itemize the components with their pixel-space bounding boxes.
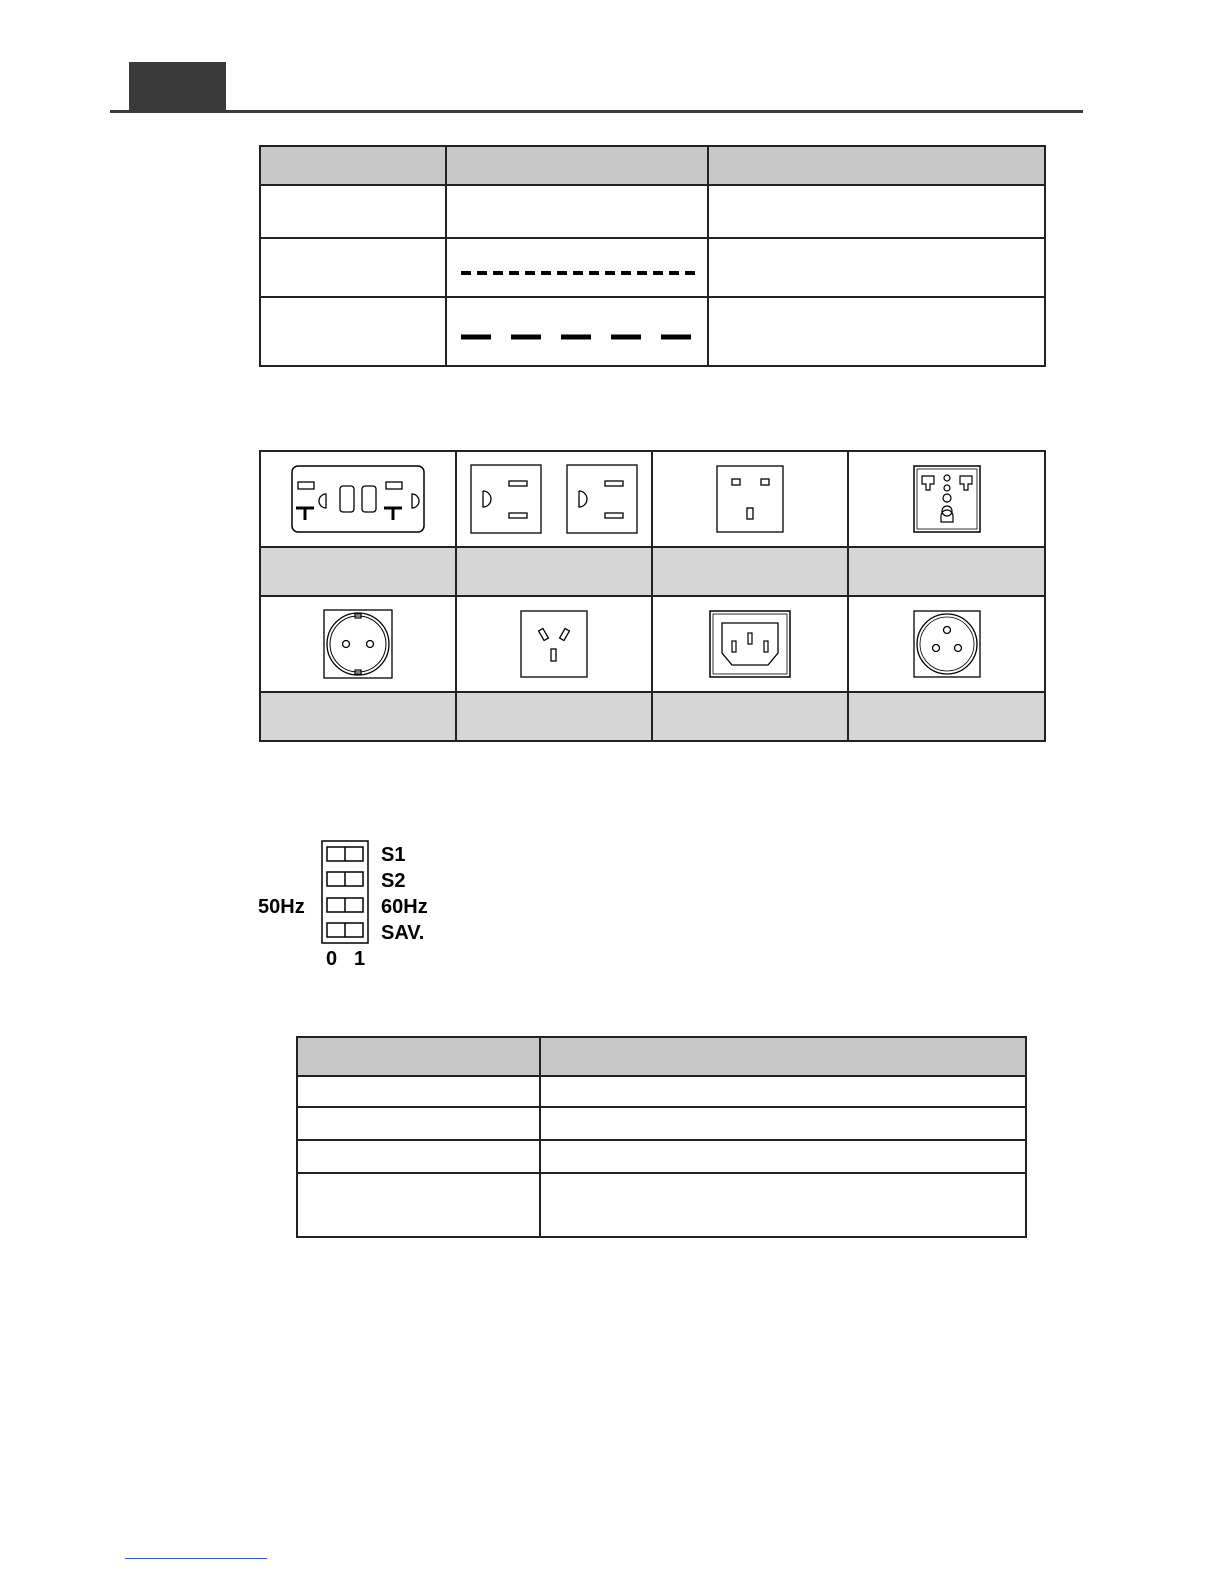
table-cell [297,1076,540,1107]
schuko-outlet-icon [322,608,394,680]
table-cell [540,1107,1026,1140]
table-cell [540,1140,1026,1173]
table-cell [708,238,1045,297]
outlet-cell [456,596,652,692]
outlet-icon-row [260,451,1045,547]
table-cell [297,1173,540,1237]
table-row [260,185,1045,238]
table-cell [708,297,1045,366]
outlet-label-cell [848,692,1045,741]
table-row [260,238,1045,297]
outlet-label-cell [260,547,456,596]
short-dash-line-icon [447,239,707,291]
outlet-cell [848,451,1045,547]
outlet-label-cell [456,547,652,596]
table-header-row [297,1037,1026,1076]
universal-outlet-icon [912,464,982,534]
table-cell [708,185,1045,238]
table-header-cell [260,146,446,185]
outlet-label-row [260,547,1045,596]
table-header-row [260,146,1045,185]
header-rule [110,110,1083,113]
round-three-pin-outlet-icon [912,609,982,679]
outlet-cell [848,596,1045,692]
outlet-label-cell [652,547,848,596]
dip-position-0: 0 [326,948,338,970]
long-dash-line-cell [446,297,708,366]
table-row [297,1107,1026,1140]
table-cell [260,297,446,366]
table-row [297,1173,1026,1237]
outlet-label-cell [652,692,848,741]
dip-label-s1: S1 [381,844,406,866]
table-row [260,297,1045,366]
table-row [297,1076,1026,1107]
australian-outlet-icon [519,609,589,679]
dip-switch-icon [320,839,370,945]
dip-label-50hz: 50Hz [258,896,305,918]
table-cell [297,1140,540,1173]
footer-link-underline[interactable] [125,1558,267,1559]
table-header-cell [708,146,1045,185]
header-tab [129,62,226,112]
outlet-label-row [260,692,1045,741]
outlet-cell [260,596,456,692]
table-header-cell [446,146,708,185]
outlet-cell [652,451,848,547]
dip-position-1: 1 [354,948,366,970]
iec-c13-outlet-icon [708,609,792,679]
solid-line-cell [446,185,708,238]
outlet-label-cell [848,547,1045,596]
outlet-label-cell [456,692,652,741]
outlet-cell [652,596,848,692]
three-pin-outlet-icon [715,464,785,534]
short-dash-line-cell [446,238,708,297]
outlet-cell [456,451,652,547]
long-dash-line-icon [447,298,707,360]
line-style-table [259,145,1046,367]
dip-label-sav: SAV. [381,922,425,944]
table-cell [260,238,446,297]
table-cell [540,1173,1026,1237]
table-cell [260,185,446,238]
table-header-cell [540,1037,1026,1076]
dip-settings-table [296,1036,1027,1238]
outlet-icon-row [260,596,1045,692]
outlet-cell [260,451,456,547]
table-cell [297,1107,540,1140]
outlet-label-cell [260,692,456,741]
nema-duplex-outlet-icon [469,463,639,535]
dip-label-60hz: 60Hz [381,896,428,918]
outlet-types-table [259,450,1046,742]
dip-label-s2: S2 [381,870,406,892]
table-cell [540,1076,1026,1107]
table-row [297,1140,1026,1173]
dual-nema-gfci-outlet-icon [290,464,426,534]
table-header-cell [297,1037,540,1076]
